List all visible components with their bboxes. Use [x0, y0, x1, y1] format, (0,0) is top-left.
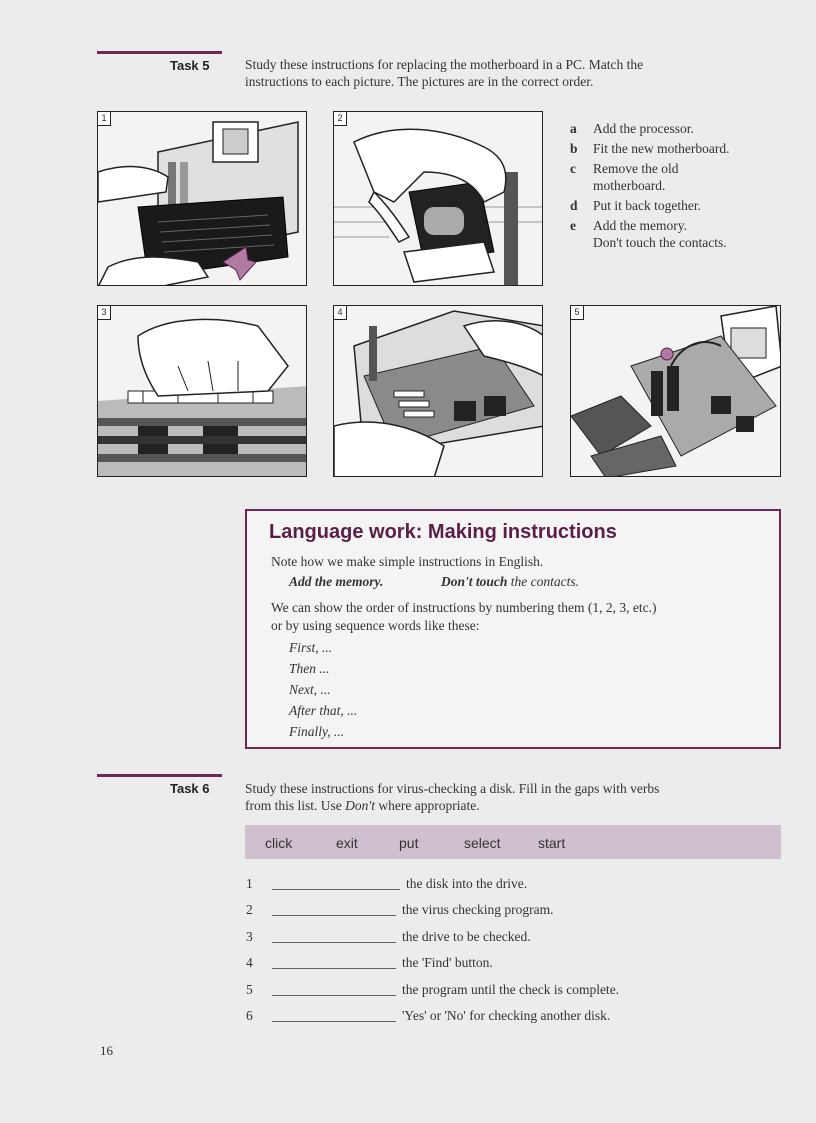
- verb-select: select: [464, 835, 501, 851]
- language-work-title: Language work: Making instructions: [269, 521, 617, 543]
- gap-text: 'Yes' or 'No' for checking another disk.: [402, 1008, 611, 1023]
- gap-text: the program until the check is complete.: [402, 982, 620, 997]
- gap-blank[interactable]: [272, 889, 400, 890]
- gap-blank[interactable]: [272, 1021, 396, 1022]
- picture-5: [570, 305, 781, 477]
- verb-click: click: [265, 835, 293, 851]
- task6-label: Task 6: [170, 781, 210, 796]
- gap-blank[interactable]: [272, 915, 396, 916]
- verb-put: put: [399, 835, 419, 851]
- sequence-word: Then ...: [289, 661, 330, 676]
- instruction-options: [570, 120, 785, 254]
- picture-number: 2: [334, 112, 347, 126]
- gap-number: 3: [246, 929, 253, 944]
- gap-number: 1: [246, 876, 253, 891]
- verb-start: start: [538, 835, 566, 851]
- gap-text: the 'Find' button.: [402, 955, 493, 970]
- language-work-box: [245, 509, 781, 749]
- option-c: c Remove the old motherboard.: [570, 161, 679, 193]
- verb-list: [245, 825, 781, 859]
- gap-number: 2: [246, 902, 253, 917]
- task6-rule: [97, 774, 222, 777]
- order-explanation-2: or by using sequence words like these:: [271, 618, 480, 633]
- reassembly-illustration: [571, 306, 781, 477]
- option-d: d Put it back together.: [570, 198, 701, 213]
- gap-blank[interactable]: [272, 942, 396, 943]
- picture-3: [97, 305, 307, 477]
- task5-label: Task 5: [170, 58, 210, 73]
- order-explanation-1: We can show the order of instructions by numbering them (1, 2, 3, etc.): [271, 600, 657, 615]
- gap-number: 4: [246, 955, 253, 970]
- task5-instructions: Study these instructions for replacing the motherboard in a PC. Match the instructions to each picture. The pictures are in the correct order.: [245, 57, 644, 89]
- picture-number: 1: [98, 112, 111, 126]
- picture-2: [333, 111, 543, 286]
- picture-number: 4: [334, 306, 347, 320]
- picture-4: [333, 305, 543, 477]
- gap-text: the drive to be checked.: [402, 929, 531, 944]
- example-instruction-1: Add the memory.: [289, 574, 384, 589]
- option-a: a Add the processor.: [570, 121, 694, 136]
- picture-1: [97, 111, 307, 286]
- gap-text: the virus checking program.: [402, 902, 554, 917]
- gap-blank[interactable]: [272, 995, 396, 996]
- option-e: e Add the memory. Don't touch the contacts.: [570, 218, 727, 250]
- gap-blank[interactable]: [272, 968, 396, 969]
- verb-exit: exit: [336, 835, 358, 851]
- picture-number: 3: [98, 306, 111, 320]
- task6-instructions: Study these instructions for virus-checking a disk. Fill in the gaps with verbs from this list. Use Don't where appropriate.: [245, 781, 660, 813]
- example-instruction-2: Don't touch the contacts.: [441, 574, 580, 589]
- gap-number: 6: [246, 1008, 253, 1023]
- option-b: b Fit the new motherboard.: [570, 141, 730, 156]
- picture-number: 5: [571, 306, 584, 320]
- processor-insertion-illustration: [334, 112, 543, 286]
- gap-number: 5: [246, 982, 253, 997]
- sequence-word: After that, ...: [289, 703, 358, 718]
- sequence-word: First, ...: [289, 640, 333, 655]
- gap-text: the disk into the drive.: [406, 876, 528, 891]
- motherboard-removal-illustration: [98, 112, 307, 286]
- language-work-intro: Note how we make simple instructions in English.: [271, 554, 544, 569]
- motherboard-fit-illustration: [334, 306, 543, 477]
- memory-insertion-illustration: [98, 306, 307, 477]
- sequence-word: Finally, ...: [289, 724, 345, 739]
- task5-rule: [97, 51, 222, 54]
- sequence-word: Next, ...: [289, 682, 331, 697]
- page-number: 16: [100, 1043, 113, 1058]
